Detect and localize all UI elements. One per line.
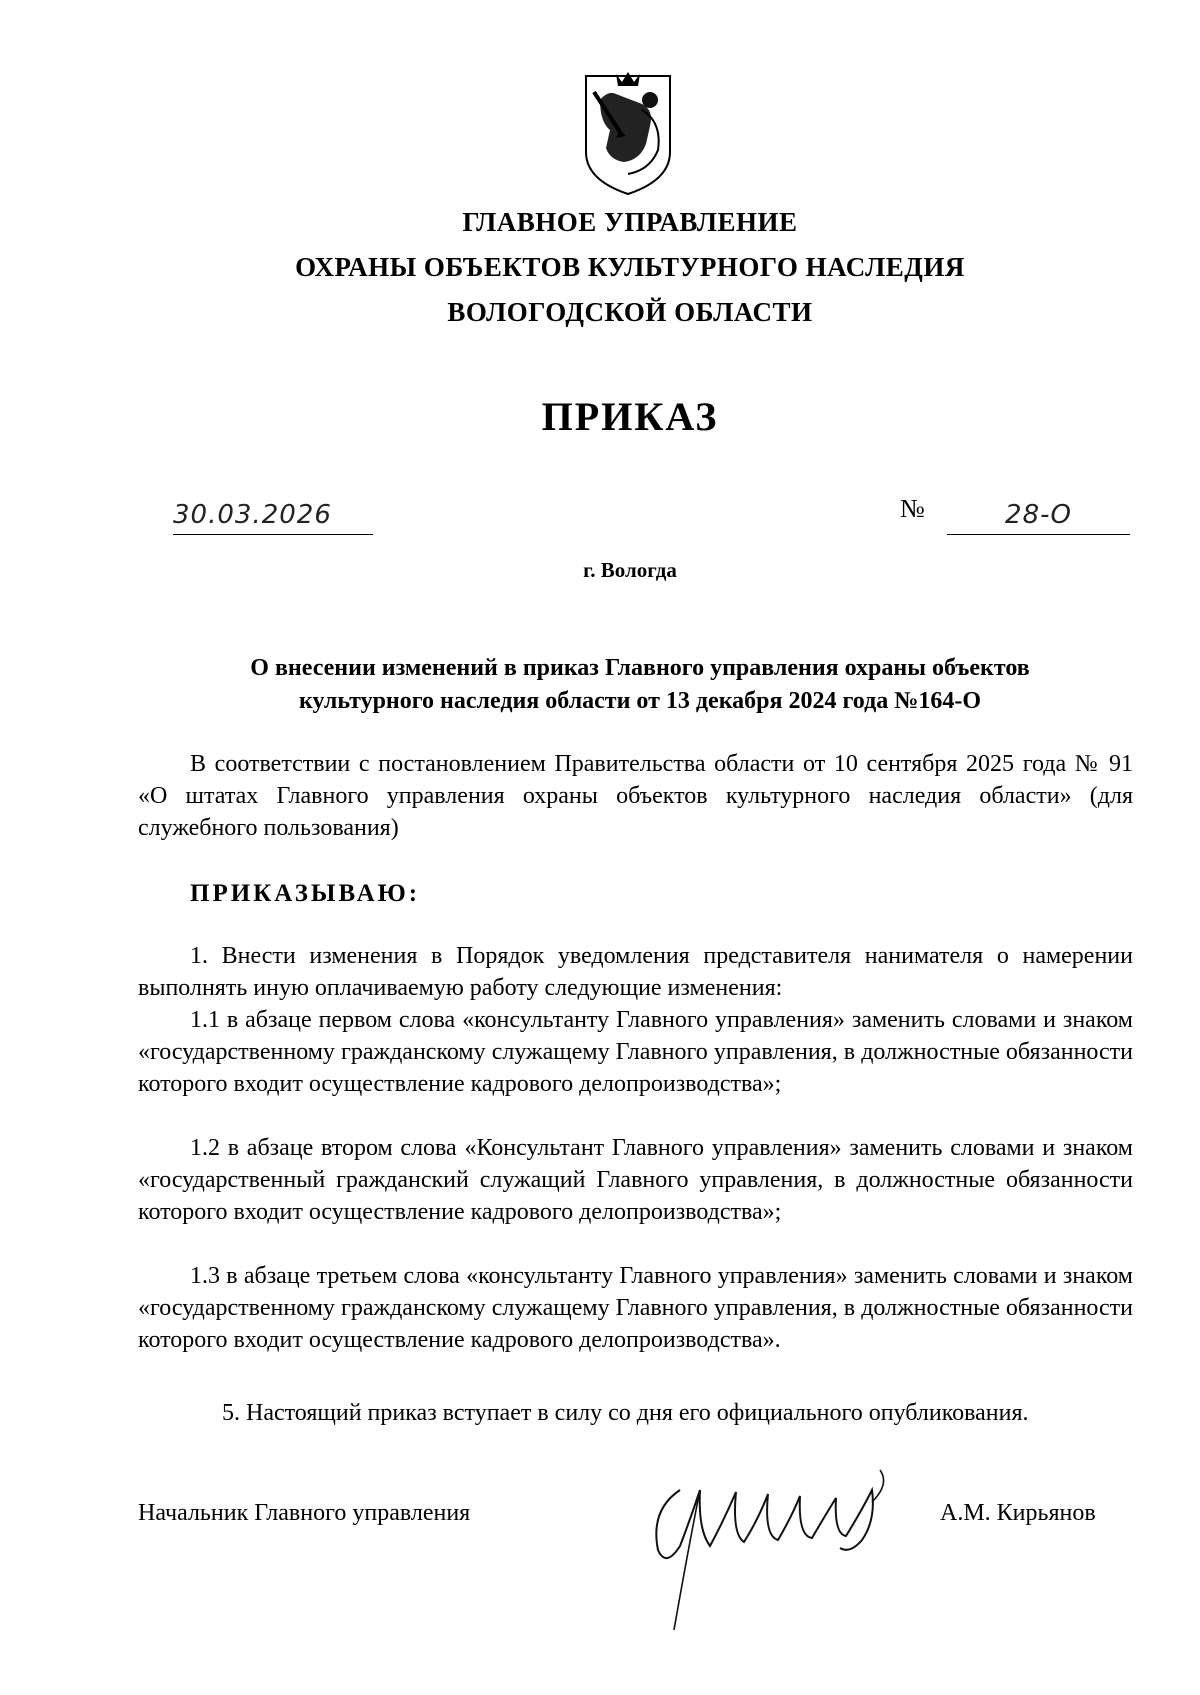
- subject-line-1: О внесении изменений в приказ Главного управления охраны объектов: [250, 655, 1030, 681]
- subject-line-2: культурного наследия области от 13 декабря 2024 года №164-О: [298, 688, 982, 714]
- item-1-2-paragraph: 1.2 в абзаце втором слова «Консультант Главного управления» заменить словами и знаком «государственный гражданский служащий Главного управления, в должностные обязанности которого входит осуществление кадрового делопроизводства»;: [138, 1135, 1133, 1225]
- item-5-paragraph: 5. Настоящий приказ вступает в силу со дня его официального опубликования.: [222, 1400, 1029, 1426]
- item-1-3-paragraph: 1.3 в абзаце третьем слова «консультанту Главного управления» заменить словами и знаком «государственному гражданскому служащему Главного управления, в должностные обязанности которого входит осуществление кадрового делопроизводства».: [138, 1263, 1133, 1353]
- coat-of-arms-icon: [580, 70, 676, 198]
- city-label: г. Вологда: [583, 558, 677, 582]
- preamble-paragraph: В соответствии с постановлением Правительства области от 10 сентября 2025 года № 91 «О штатах Главного управления охраны объектов культурного наследия области» (для служебного пользования): [138, 751, 1133, 841]
- item-1-1-paragraph: 1.1 в абзаце первом слова «консультанту Главного управления» заменить словами и знаком «государственному гражданскому служащему Главного управления, в должностные обязанности которого входит осуществление кадрового делопроизводства»;: [138, 1007, 1133, 1097]
- order-word: ПРИКАЗЫВАЮ:: [190, 880, 421, 907]
- signatory-position: Начальник Главного управления: [138, 1500, 471, 1526]
- org-name-line-3: ВОЛОГОДСКОЙ ОБЛАСТИ: [447, 297, 813, 327]
- item-1-paragraph: 1. Внести изменения в Порядок уведомления представителя нанимателя о намерении выполнять иную оплачиваемую работу следующие изменения:: [138, 943, 1133, 1001]
- org-name-line-1: ГЛАВНОЕ УПРАВЛЕНИЕ: [462, 207, 798, 237]
- number-label: №: [900, 494, 925, 523]
- number-field: 28-О: [947, 500, 1130, 535]
- document-title: ПРИКАЗ: [541, 394, 719, 439]
- org-name-line-2: ОХРАНЫ ОБЪЕКТОВ КУЛЬТУРНОГО НАСЛЕДИЯ: [295, 252, 965, 282]
- signatory-name: А.М. Кирьянов: [940, 1500, 1096, 1526]
- subject-heading: [170, 652, 1110, 718]
- handwritten-signature: [640, 1450, 930, 1640]
- date-field: 30.03.2026: [173, 500, 373, 535]
